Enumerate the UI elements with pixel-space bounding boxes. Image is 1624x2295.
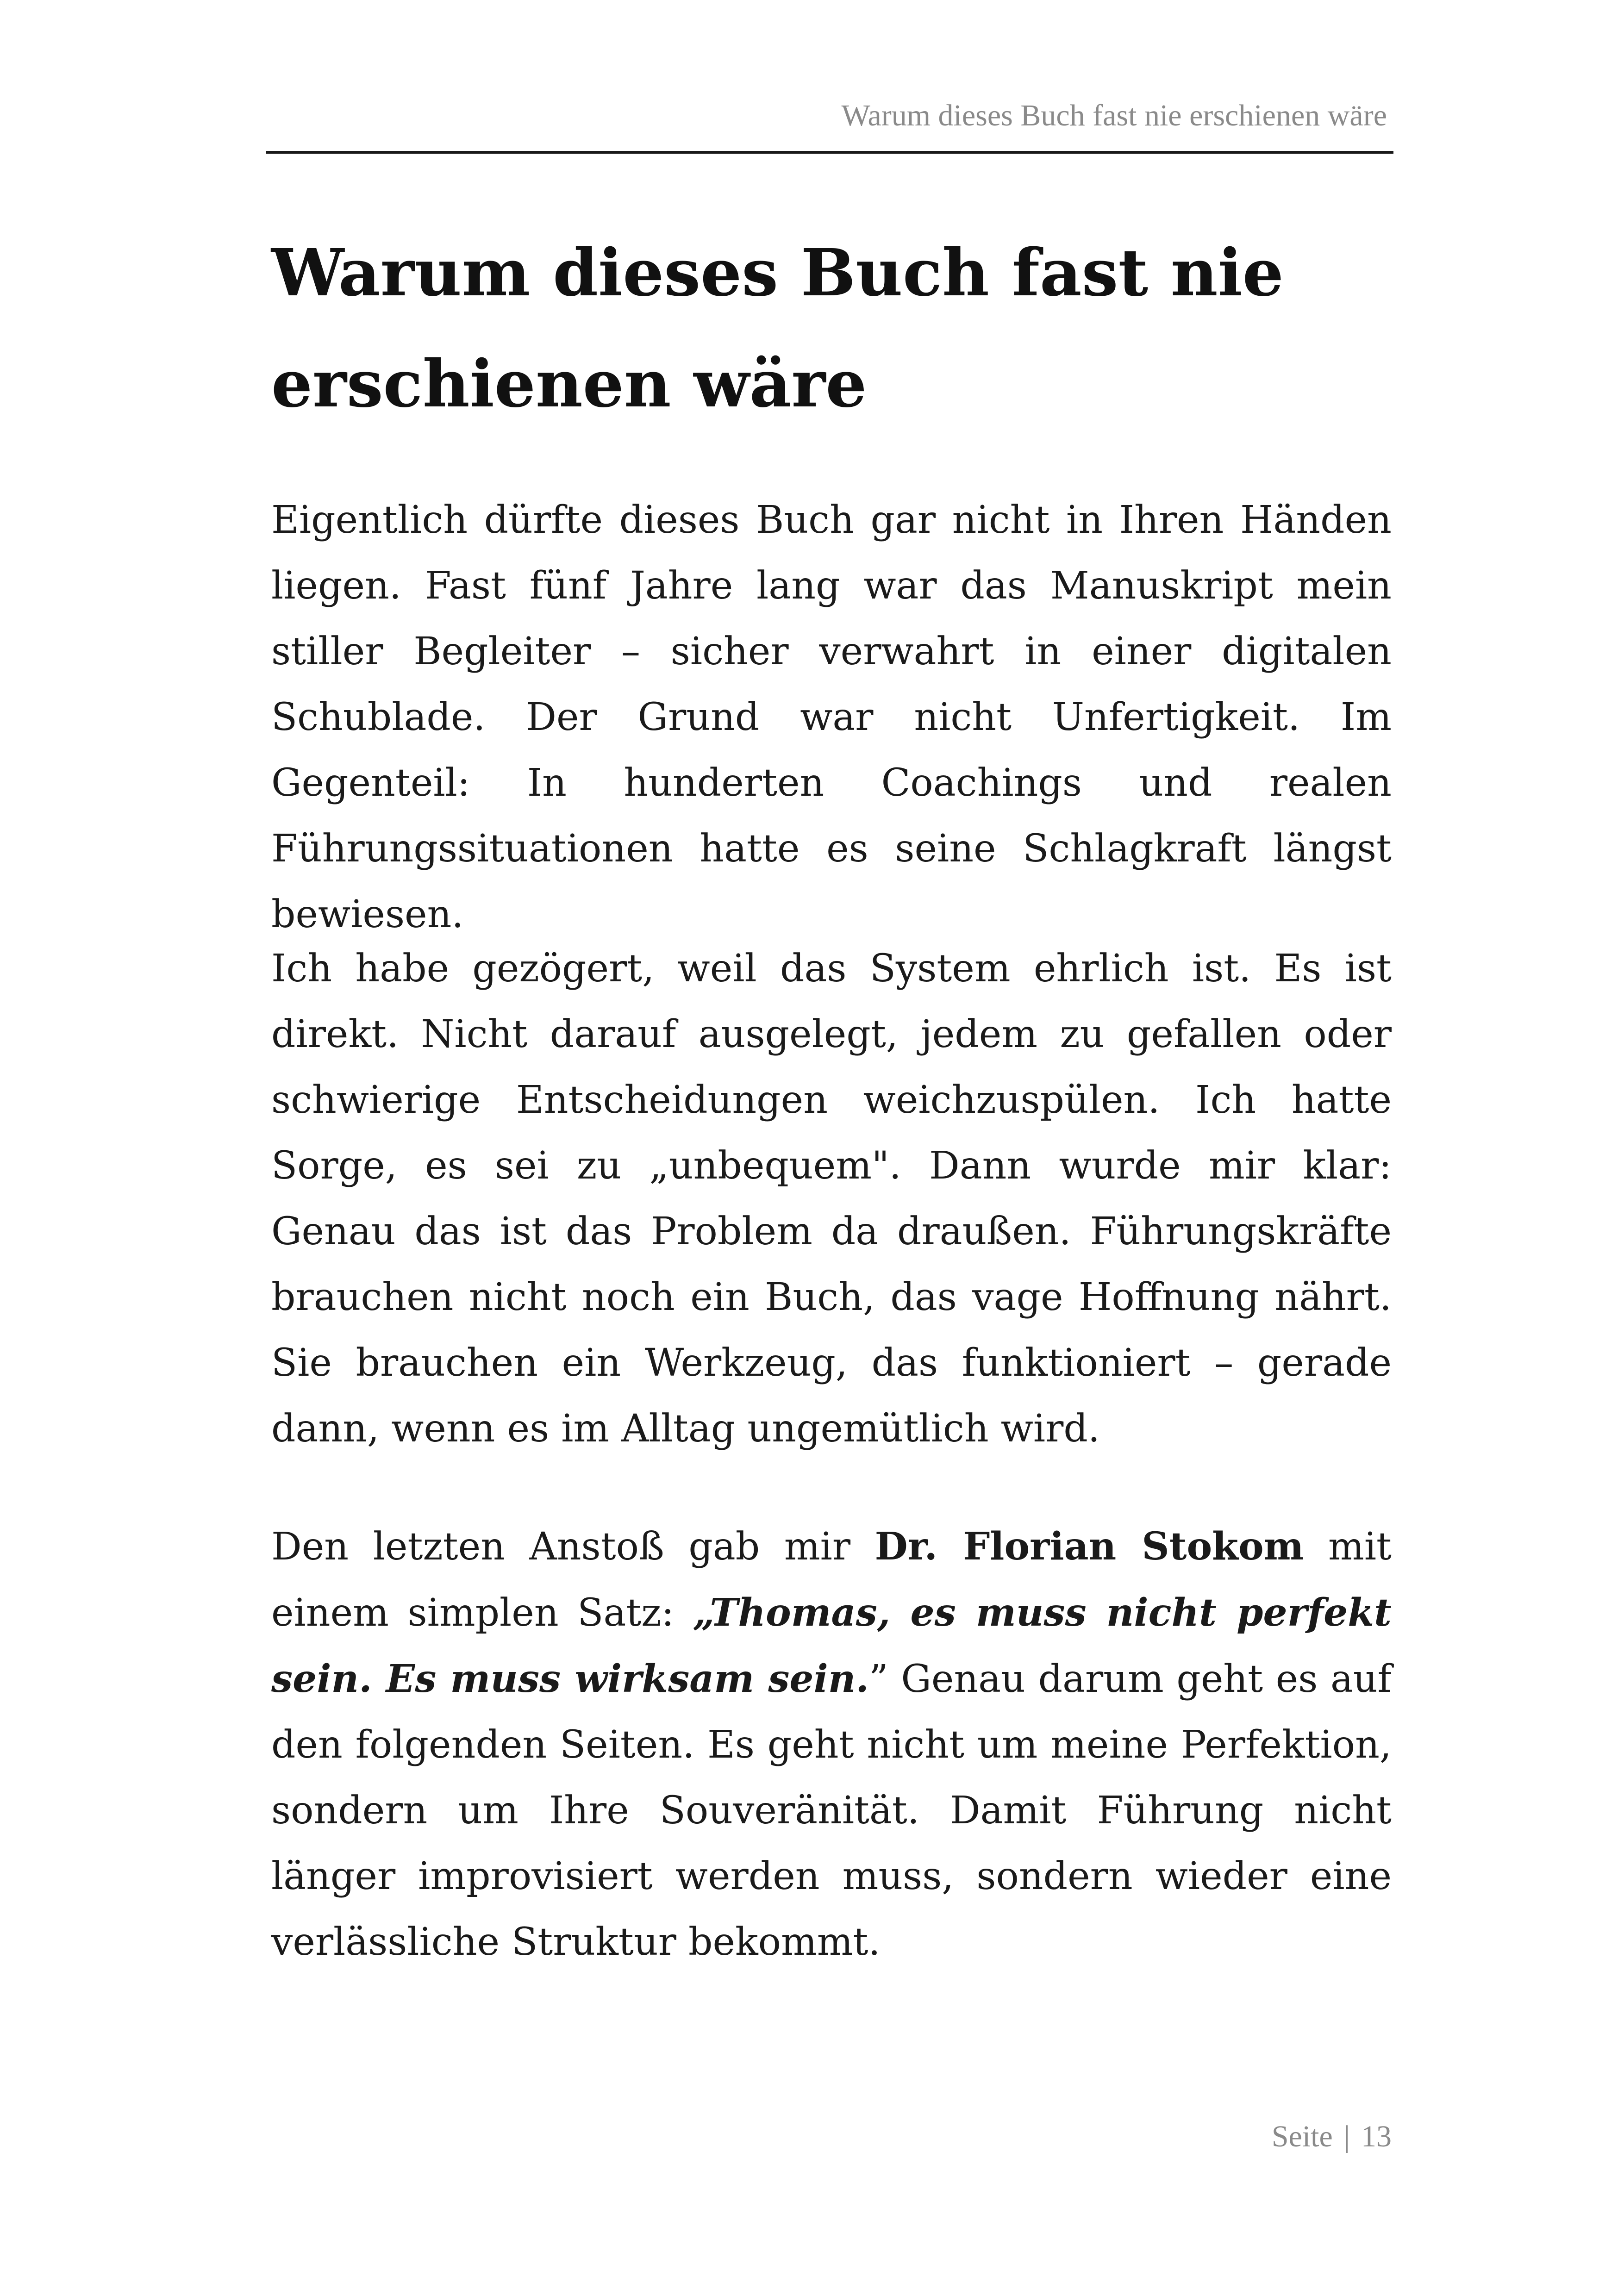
paragraph-1: Eigentlich dürfte dieses Buch gar nicht in Ihren Händen liegen. Fast fünf Jahre lang war das Manuskript mein stiller Begleiter – sicher verwahrt in einer digitalen Schublade. Der Grund war nicht Unfertigkeit. Im Gegenteil: In hunderten Coachings und realen Führungssituationen hatte es seine Schlagkraft längst bewiesen. [271,498,1392,936]
page-number: 13 [1361,2120,1392,2153]
person-name: Dr. Florian Stokom [874,1524,1304,1569]
paragraph-3 [271,1514,1392,1975]
paragraph-2: Ich habe gezögert, weil das System ehrlich ist. Es ist direkt. Nicht darauf ausgelegt, jedem zu gefallen oder schwierige Entscheidungen weichzuspülen. Ich hatte Sorge, es sei zu „unbequem". Dann wurde mir klar: Genau das ist das Problem da draußen. Führungskräfte brauchen nicht noch ein Buch, das vage Hoffnung nährt. Sie brauchen ein Werkzeug, das funktioniert – gerade dann, wenn es im Alltag ungemütlich wird. [271,947,1392,1451]
paragraph-3-lead: Den letzten Anstoß gab mir [271,1525,875,1569]
footer-separator: | [1343,2120,1350,2153]
chapter-title: Warum dieses Buch fast nie erschienen wäre [271,235,1284,422]
page-footer [1272,2119,1392,2154]
running-header [266,98,1393,154]
paragraph-3-tail: Genau darum geht es auf den folgenden Seiten. Es geht nicht um meine Perfektion, sondern um Ihre Souveränität. Damit Führung nicht länger improvisiert werden muss, sondern wieder eine verlässliche Struktur bekommt. [271,1657,1392,1964]
paragraph-3-middle: mit einem simplen Satz: [271,1525,1392,1635]
page-label: Seite [1271,2120,1333,2153]
quote: „Thomas, es muss nicht perfekt sein. Es muss wirksam sein. [271,1590,1392,1701]
quote-close-mark: ” [868,1657,888,1701]
running-header-title: Warum dieses Buch fast nie erschienen wäre [841,99,1387,132]
